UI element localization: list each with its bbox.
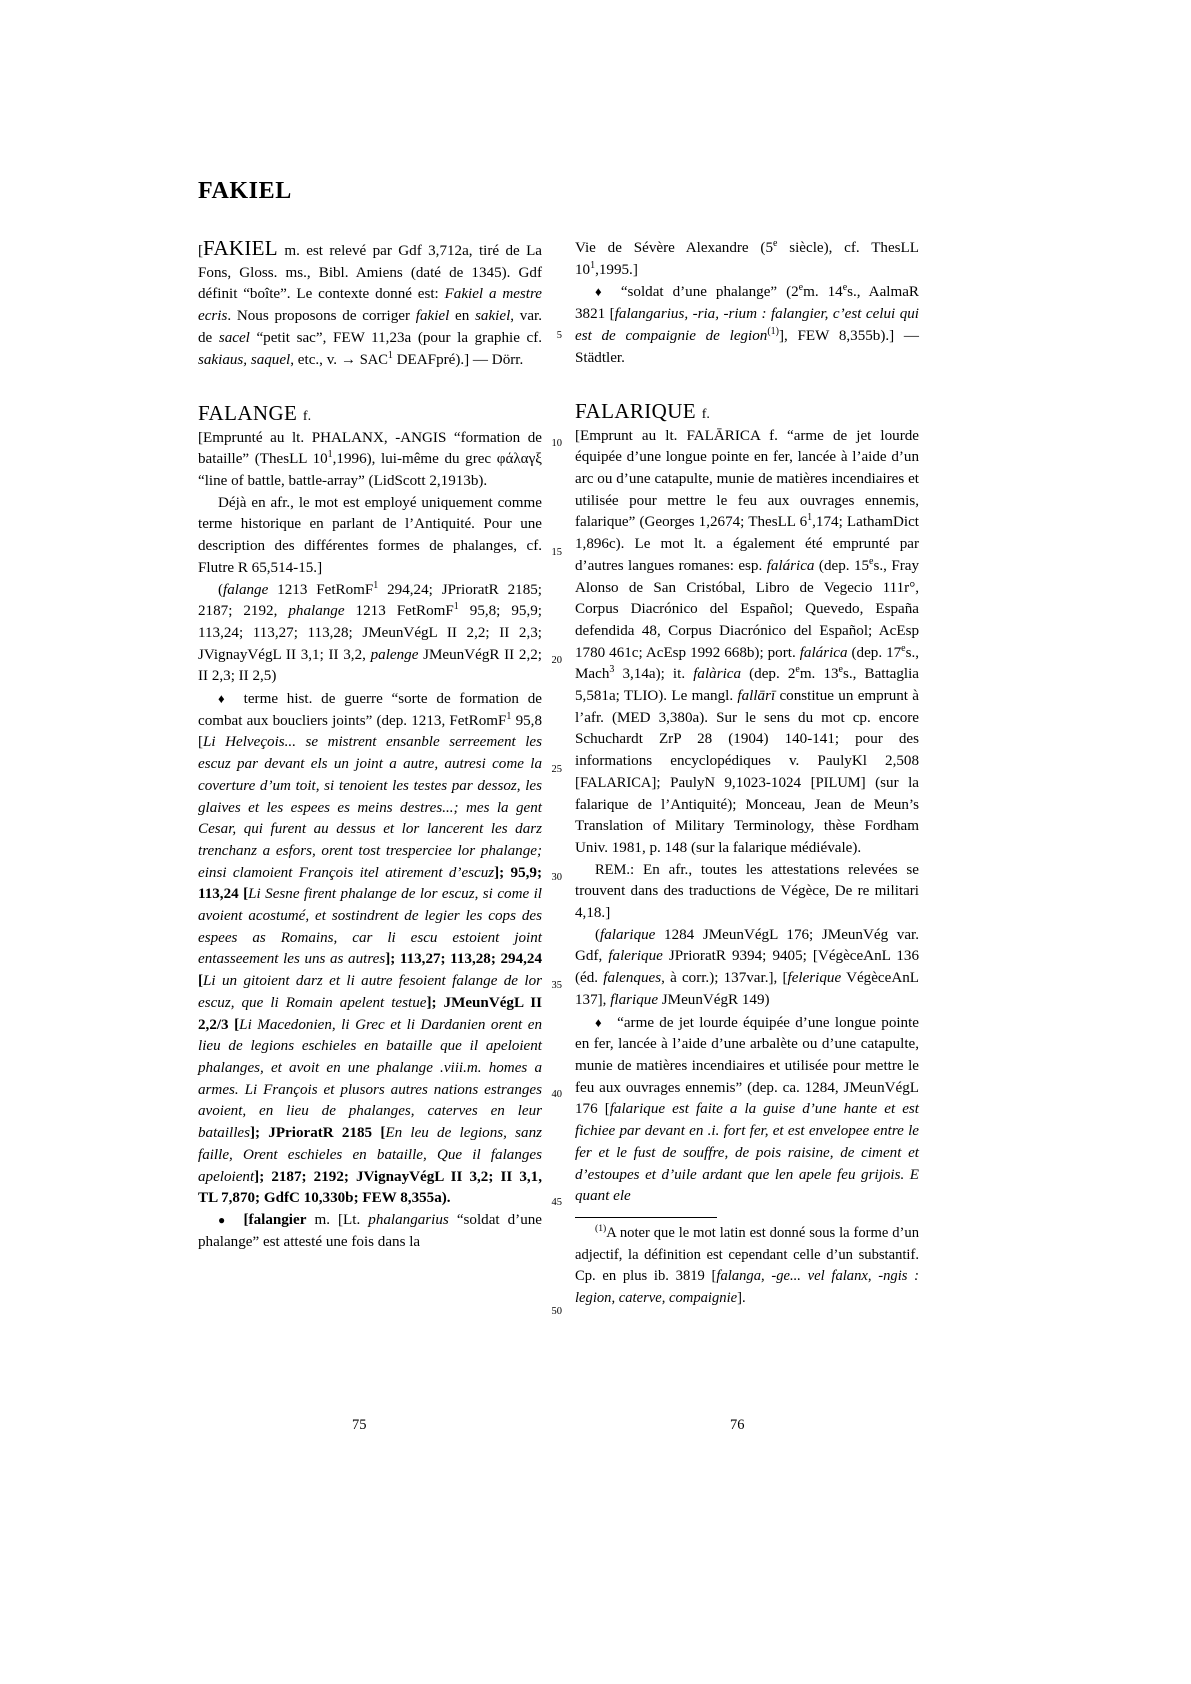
- footnote-body: A noter que le mot latin est donné sous la forme d’un adjectif, la définition est cependant celle d’un substantif. Cp. en plus ib. 3819 [: [575, 1224, 919, 1285]
- subentry-lemma: falangier: [248, 1211, 307, 1228]
- line-number-gutter: [540, 238, 562, 1322]
- form-variant: falarique: [600, 926, 656, 943]
- forms-text-4: VégèceAnL 137],: [575, 970, 919, 1008]
- attestation-quote: Li un gitoient darz et li autre fesoient falange de lor escuz, que li Romain apelent testue: [198, 973, 542, 1011]
- encyclopedia-keyword: FALARICA: [580, 774, 652, 791]
- entry-fakiel-text-4: , var. de: [198, 308, 543, 346]
- folio-number-left: 75: [352, 1417, 367, 1433]
- etymology-text-2: ,174; LathamDict 1,896c). Le mot lt. a également été emprunté par d’autres langues romanes: esp.: [575, 514, 919, 574]
- sense-gloss-2: m. 14: [803, 284, 843, 301]
- line-number: 30: [551, 871, 562, 883]
- entry-fakiel: [198, 238, 542, 371]
- sense-gloss: “soldat d’une phalange” (2: [620, 284, 799, 301]
- line-number: 35: [551, 980, 562, 992]
- attestation-quote: falarique est faite a la guise d’une hante et est fichiee par devant en .i. fort fer, et est envelopee entre le fer et le fust de souffre, de pois raisine, de ciment et d’estoupes et d’uile ardant que len apele feu grijois. E quant ele: [575, 1101, 919, 1205]
- line-number: 5: [556, 329, 562, 341]
- etymology-superscript: e: [901, 642, 906, 654]
- continuation-sense: [575, 281, 919, 369]
- entry-falange-gender: f.: [302, 408, 312, 424]
- attestation-reference: ]; 2187; 2192; JVignayVégL II 3,2; II 3,1, TL 7,870; GdfC 10,330b; FEW 8,355a).: [198, 1168, 542, 1207]
- etymology-text: Emprunté au lt. PHALANX, -ANGIS “formation de bataille” (ThesLL 10: [198, 429, 542, 468]
- attestation-quote: falangarius, -ria, -rium : falangier, c’est celui qui est de compaignie de legion: [575, 306, 919, 344]
- latin-etymon: phalangarius: [368, 1211, 449, 1228]
- etymology-text-12: ]; Pauly: [651, 774, 705, 791]
- entry-fakiel-body: [198, 238, 542, 371]
- line-number: 10: [551, 438, 562, 450]
- entry-falarique: [575, 391, 919, 1208]
- form-variant: falerique: [608, 948, 663, 965]
- citation-form: fakiel: [415, 308, 450, 325]
- entry-fakiel-text-6: , etc., v. →: [290, 351, 360, 368]
- entry-falarique-gender: f.: [701, 406, 710, 422]
- lozenge-bullet-icon: [595, 284, 621, 300]
- etymology-text-9: m. 13: [799, 666, 839, 683]
- sense-gloss: “arme de jet lourde équipée d’une longue pointe en fer, lancée à l’aide d’une arbalète ou d’une catapulte, munie de matières incendiaires et utilisée pour mettre le feu aux ouvrages ennemis” (dep. ca. 1284, JMeunVégL 176 [: [575, 1014, 920, 1118]
- continuation-text-3: ,1995.]: [595, 261, 638, 278]
- bracket-open: [: [198, 429, 204, 446]
- entry-falange-attested-forms: [198, 580, 542, 689]
- entry-fakiel-text-5: “petit sac”, FEW 11,23a (pour la graphie cf.: [249, 329, 542, 346]
- entry-falarique-heading: [575, 391, 919, 426]
- line-number: 25: [551, 763, 562, 775]
- forms-text-5: JMeunVégR 149): [658, 991, 770, 1008]
- forms-text: 1213 FetRomF: [268, 581, 374, 598]
- etymology-text-11: constitue un emprunt à l’afr. (MED 3,380a). Sur le sens du mot cp. encore Schuchardt ZrP 28 (1904) 140-141; pour des informations encyclopédiques v. PaulyKl 2,508 [: [575, 688, 920, 791]
- entry-falarique-attested-forms: [575, 925, 919, 1012]
- citation-form: Fakiel a mestre ecris: [198, 286, 542, 325]
- etymology-superscript: 3: [609, 664, 615, 676]
- etymology-superscript: e: [869, 555, 874, 567]
- xref-superscript: 1: [387, 349, 393, 361]
- footnote-citation: falanga, -ge... vel falanx, -ngis : legion, caterve, compaignie: [575, 1268, 920, 1307]
- running-head: FAKIEL: [198, 178, 292, 204]
- entry-fakiel-text-7: DEAFpré).] — Dörr.: [392, 351, 524, 368]
- citation-form: sacel: [218, 329, 250, 346]
- entry-fakiel-lemma: FAKIEL: [203, 236, 278, 260]
- form-variant: falenques: [603, 970, 662, 987]
- continuation-superscript: 1: [590, 259, 596, 271]
- forms-text-3: , à corr.); 137var.], [: [661, 970, 788, 987]
- etymology-text-2: ,1996), lui-même du grec φάλαγξ “line of battle, battle-array” (LidScott 2,1913b).: [198, 451, 542, 490]
- line-number: 40: [551, 1088, 562, 1100]
- continuation-text: Vie de Sévère Alexandre (5: [575, 240, 773, 256]
- entry-falarique-sense: [575, 1012, 919, 1208]
- etymology-text-10: s., Battaglia 5,581a; TLIO). Le mangl.: [575, 666, 919, 705]
- form-variant: flarique: [610, 991, 659, 1008]
- etymology-text: Emprunt au lt. FALĀRICA f. “arme de jet lourde équipée d’une longue pointe en fer, lancée à l’aide d’un arc ou d’une catapulte, munie de matières incendiaires et utilisée pour mettre le feu aux ouvrages ennemis, falarique” (Georges 1,2674; ThesLL 6: [575, 427, 919, 531]
- form-variant: palenge: [370, 646, 419, 663]
- entry-falarique-lemma: FALARIQUE: [575, 398, 697, 423]
- sense-gloss-3: s., AalmaR 3821 [: [575, 284, 919, 323]
- footnote-ref[interactable]: (1): [767, 325, 779, 337]
- entry-falange-heading: [198, 393, 542, 428]
- entry-falarique-etymology: [575, 426, 919, 860]
- cross-reference-link[interactable]: SAC: [359, 351, 388, 368]
- paren-open: (: [595, 926, 601, 943]
- subentry-falangier: [198, 1210, 542, 1253]
- footnote-text: [575, 1223, 919, 1310]
- subentry-bracket-open: [: [243, 1211, 249, 1228]
- line-number: 45: [551, 1197, 562, 1209]
- sense-gloss-2: 95,8 [: [198, 712, 542, 751]
- forms-text: 1284 JMeunVégL 176; JMeunVég var. Gdf,: [575, 926, 919, 965]
- footnote-block: [575, 1217, 919, 1310]
- entry-falarique-remark: [575, 860, 919, 925]
- citation-form: sakiaus, saquel: [198, 351, 291, 368]
- forms-text-2: JPrioratR 9394; 9405; [VégèceAnL 136 (éd.: [575, 948, 919, 987]
- forms-superscript: 1: [373, 579, 379, 591]
- etymology-superscript: 1: [327, 449, 333, 461]
- subentry-text-2: “soldat d’une phalange” est attesté une fois dans la: [198, 1211, 542, 1250]
- bracket-open: [: [198, 243, 204, 259]
- remark-text: : En afr., toutes les attestations relevées se trouvent dans des traductions de Végèce, De re militari 4,18.]: [575, 861, 919, 922]
- attestation-quote: Li Macedonien, li Grec et li Dardanien orent en lieu de legions eschieles en bataille que il apeloient phalanges, et avoit en une phalange .viii.m. homes a armes. Li François et plusors autres nations estranges avoient, en lieu de phalanges, caterves en leur batailles: [198, 1016, 542, 1142]
- continuation-body: [575, 238, 919, 281]
- subentry-text: [Lt.: [338, 1211, 369, 1228]
- lozenge-bullet-icon: [218, 691, 244, 707]
- gloss-superscript: e: [842, 282, 848, 294]
- etymology-text-3: (dep. 15: [814, 557, 870, 574]
- line-number: 50: [551, 1305, 562, 1317]
- romance-cognate: falárica: [799, 644, 848, 661]
- column-left: [198, 238, 542, 1253]
- etymology-text-8: (dep. 2: [741, 666, 796, 683]
- forms-text-5: JMeunVégR II 2,2; II 2,3; II 2,5): [198, 646, 542, 685]
- attestation-quote: Li Sesne firent phalange de lor escuz, si come il avoient acostumé, et sostindrent de legier les cops des espees as Romains, car li escu estoient joint entasseement les uns as autres: [198, 886, 542, 968]
- romance-cognate: falárica: [766, 557, 815, 574]
- continuation-superscript: e: [773, 237, 778, 249]
- entry-fakiel-text-2: . Nous proposons de corriger: [227, 308, 416, 325]
- etymology-text-7: 3,14a); it.: [614, 666, 694, 683]
- attestation-reference: ], FEW 8,355b).] — Städtler.: [575, 327, 919, 366]
- footnote-body-2: ].: [737, 1290, 746, 1307]
- entry-falange-sense-1: [198, 688, 542, 1210]
- entry-falange-lemma: FALANGE: [198, 400, 298, 425]
- etymology-text-14: ] (sur la falarique de l’Antiquité); Monceau, Jean de Meun’s Translation of Military Terminology, thèse Fordham Univ. 1981, p. 148 (sur la falarique médiévale).: [575, 774, 919, 856]
- subentry-gender: m.: [314, 1211, 330, 1228]
- etymology-text-6: s., Mach: [575, 644, 920, 683]
- attestation-reference: ]; 113,27; 113,28; 294,24 [: [198, 951, 542, 990]
- paren-open: (: [218, 581, 224, 598]
- column-right: [575, 238, 919, 1310]
- continuation-text-2: siècle), cf. ThesLL 10: [575, 240, 919, 278]
- etymology-superscript: e: [838, 664, 843, 676]
- forms-text-2: 294,24; JPrioratR 2185; 2187; 2192,: [198, 581, 542, 620]
- line-number: 20: [551, 655, 562, 667]
- attestation-quote: Li Helveçois... se mistrent ensanble serreement les escuz par devant els un joint a autre, autresi come la coverture d’um toit, si tenoient les testes par dessoz, les glaives et les espees es meins destres...; mes la gent Cesar, qui furent au dessus et lor lancerent les darz trenchanz a esfors, orent tost tresperciee lor phalange; einsi clamoient François itel atirement d’escuz: [198, 734, 542, 881]
- etymology-text-5: (dep. 17: [847, 644, 902, 661]
- gloss-superscript: 1: [506, 710, 512, 722]
- forms-text-4: 95,8; 95,9; 113,24; 113,27; 113,28; JMeunVégL II 2,2; II 2,3; JVignayVégL II 3,1; II 3,2,: [198, 603, 542, 663]
- attestation-reference: ]; 95,9; 113,24 [: [198, 864, 542, 903]
- lozenge-bullet-icon: [595, 1015, 617, 1031]
- forms-superscript: 1: [453, 601, 459, 613]
- attestation-reference: ]; JMeunVégL II 2,2/3 [: [198, 994, 542, 1033]
- romance-cognate: fallārī: [737, 688, 776, 705]
- entry-fakiel-text: m. est relevé par Gdf 3,712a, tiré de La Fons, Gloss. ms., Bibl. Amiens (daté de 1345). Gdf définit “boîte”. Le contexte donné est:: [198, 243, 542, 303]
- etymology-superscript: 1: [807, 512, 813, 524]
- gloss-superscript: e: [798, 282, 804, 294]
- etymology-text-4: s., Fray Alonso de San Cristóbal, Libro de Vegecio 111r°, Corpus Diacrónico del Español; Quevedo, España defendida 48, Corpus Diacrónico del Español; AcEsp 1780 461c; AcEsp 1992 668b); port.: [575, 557, 919, 661]
- etymology-superscript: e: [795, 664, 800, 676]
- citation-form: sakiel: [475, 308, 511, 325]
- folio-number-right: 76: [730, 1417, 745, 1433]
- footnote-rule: [575, 1217, 717, 1218]
- encyclopedia-keyword: PILUM: [815, 774, 861, 791]
- attestation-reference: ]; JPrioratR 2185 [: [250, 1125, 386, 1142]
- bracket-open: [: [575, 427, 581, 444]
- round-bullet-icon: [218, 1212, 244, 1228]
- footnote-marker: (1): [595, 1223, 607, 1235]
- attestation-quote: En leu de legions, sanz faille, Orent eschieles en bataille, Que il falanges apeloient: [198, 1125, 543, 1185]
- encyclopedia-keyword: N: [704, 774, 715, 791]
- romance-cognate: falàrica: [693, 666, 742, 683]
- forms-text-3: 1213 FetRomF: [344, 603, 454, 620]
- entry-falange: [198, 393, 542, 1253]
- remark-label: REM.: [595, 861, 631, 878]
- entry-fakiel-text-3: en: [449, 308, 476, 325]
- line-number: 15: [551, 546, 562, 558]
- sense-gloss: terme hist. de guerre “sorte de formation de combat aux boucliers joints” (dep. 1213, FetRomF: [198, 691, 542, 729]
- entry-falange-note: Déjà en afr., le mot est employé uniquement comme terme historique en parlant de l’Antiquité. Pour une description des différentes formes de phalanges, cf. Flutre R 65,514-15.]: [198, 494, 542, 576]
- form-variant: falange: [223, 581, 269, 598]
- form-variant: felerique: [787, 970, 842, 987]
- etymology-text-13: 9,1023-1024 [: [714, 774, 816, 791]
- form-variant: phalange: [288, 603, 345, 620]
- subentry-falangier-continuation: [575, 238, 919, 369]
- entry-falange-etymology: [198, 428, 542, 493]
